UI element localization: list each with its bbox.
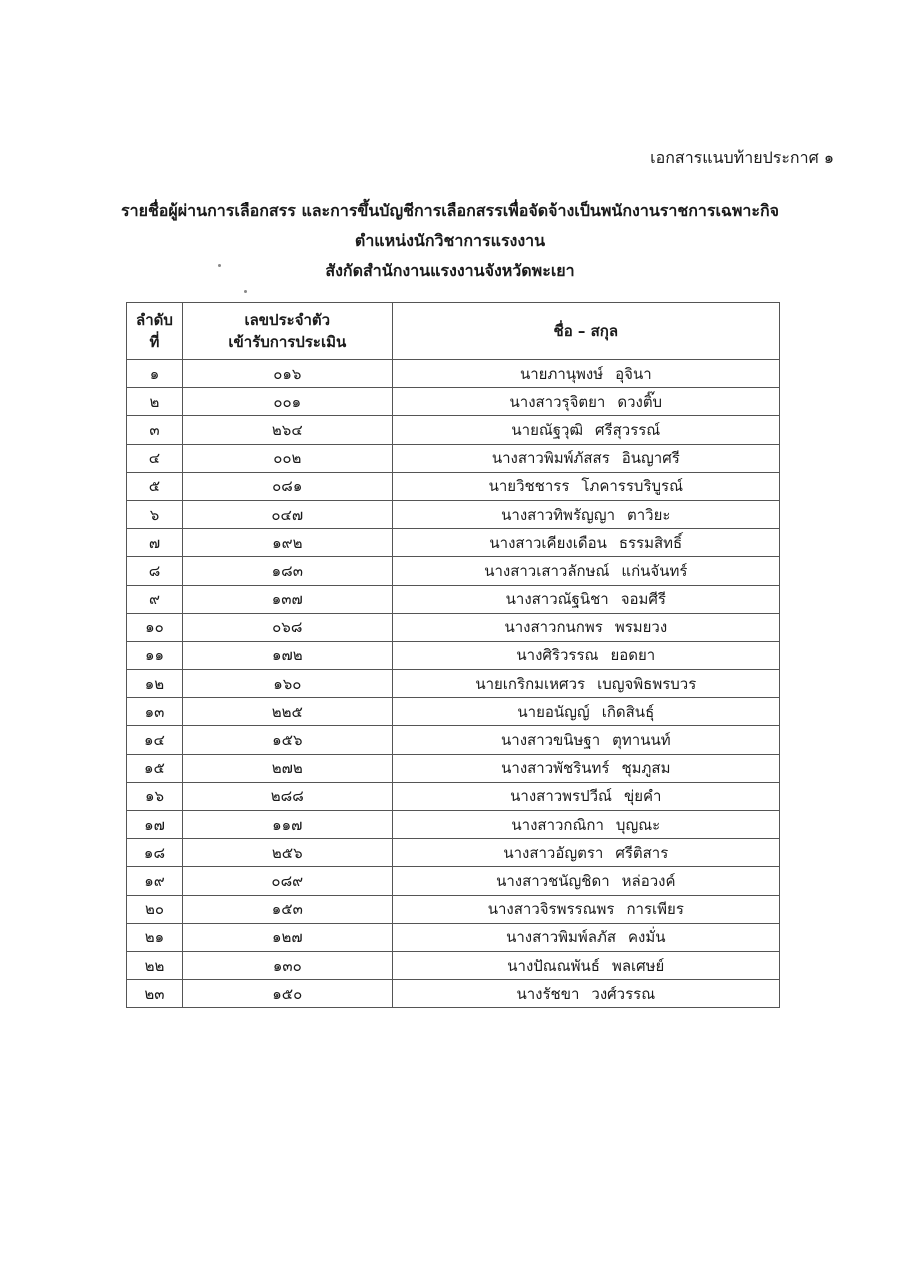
row-candidate-id: ๐๘๙ — [182, 867, 392, 895]
row-first-name: นางสาวพรปวีณ์ — [510, 787, 612, 806]
row-order: ๘ — [127, 557, 183, 585]
row-candidate-id: ๑๖๐ — [182, 670, 392, 698]
row-order: ๑๙ — [127, 867, 183, 895]
row-last-name: คงมั่น — [628, 928, 666, 947]
row-full-name — [392, 529, 779, 557]
row-order: ๑๓ — [127, 698, 183, 726]
row-candidate-id: ๐๐๑ — [182, 388, 392, 416]
row-full-name — [392, 895, 779, 923]
table-row — [127, 895, 780, 923]
row-full-name — [392, 923, 779, 951]
row-full-name — [392, 613, 779, 641]
table-row — [127, 726, 780, 754]
row-full-name — [392, 641, 779, 669]
table-row — [127, 923, 780, 951]
heading-line-1: รายชื่อผู้ผ่านการเลือกสรร และการขึ้นบัญชีการเลือกสรรเพื่อจัดจ้างเป็นพนักงานราชการเฉพาะกิจ — [120, 201, 780, 220]
row-full-name — [392, 726, 779, 754]
row-full-name — [392, 416, 779, 444]
row-first-name: นางสาวพัชรินทร์ — [501, 759, 610, 778]
row-last-name: บุญณะ — [615, 815, 661, 834]
row-last-name: แก่นจันทร์ — [621, 561, 688, 580]
row-full-name — [392, 951, 779, 979]
table-row — [127, 641, 780, 669]
row-order: ๑๖ — [127, 782, 183, 810]
row-first-name: นางสาวจิรพรรณพร — [487, 900, 615, 919]
table-row — [127, 980, 780, 1008]
header-id-line-1: เลขประจำตัว — [244, 311, 331, 329]
table-row — [127, 416, 780, 444]
table-row — [127, 529, 780, 557]
table-row — [127, 585, 780, 613]
row-last-name: ดวงติ๊บ — [617, 392, 663, 411]
table-row — [127, 754, 780, 782]
table-row — [127, 867, 780, 895]
row-order: ๓ — [127, 416, 183, 444]
row-first-name: นางสาวทิพรัญญา — [501, 505, 615, 524]
row-candidate-id: ๑๓๗ — [182, 585, 392, 613]
row-last-name: อินญาศรี — [621, 449, 680, 468]
row-order: ๑๕ — [127, 754, 183, 782]
row-full-name — [392, 811, 779, 839]
document-heading — [0, 196, 900, 286]
row-candidate-id: ๑๕๖ — [182, 726, 392, 754]
table-row — [127, 613, 780, 641]
table-row — [127, 500, 780, 528]
row-candidate-id: ๑๗๒ — [182, 641, 392, 669]
heading-line-3: สังกัดสำนักงานแรงงานจังหวัดพะเยา — [325, 261, 575, 280]
roster-body — [127, 360, 780, 1008]
row-last-name: ตาวิยะ — [627, 505, 671, 524]
row-full-name — [392, 360, 779, 388]
row-candidate-id: ๑๑๗ — [182, 811, 392, 839]
row-first-name: นายภานุพงษ์ — [520, 364, 604, 383]
row-first-name: นายวิชชารร — [488, 477, 570, 496]
row-full-name — [392, 698, 779, 726]
row-full-name — [392, 754, 779, 782]
row-order: ๙ — [127, 585, 183, 613]
table-row — [127, 670, 780, 698]
row-last-name: วงศ์วรรณ — [591, 984, 656, 1003]
row-last-name: ชุมภูสม — [621, 759, 671, 778]
table-row — [127, 698, 780, 726]
row-first-name: นางสาวชนัญชิดา — [496, 871, 610, 890]
row-first-name: นางสาวกณิกา — [511, 815, 604, 834]
row-order: ๑๗ — [127, 811, 183, 839]
row-order: ๑๘ — [127, 839, 183, 867]
row-full-name — [392, 500, 779, 528]
row-first-name: นายเกริกมเหศวร — [475, 674, 586, 693]
row-candidate-id: ๒๖๔ — [182, 416, 392, 444]
row-order: ๑๒ — [127, 670, 183, 698]
row-order: ๖ — [127, 500, 183, 528]
row-order: ๒ — [127, 388, 183, 416]
table-row — [127, 951, 780, 979]
row-last-name: พลเศษย์ — [611, 956, 665, 975]
row-full-name — [392, 472, 779, 500]
row-candidate-id: ๐๘๑ — [182, 472, 392, 500]
row-first-name: นางสาวขนิษฐา — [501, 731, 601, 750]
row-full-name — [392, 388, 779, 416]
row-candidate-id: ๑๕๐ — [182, 980, 392, 1008]
row-last-name: จอมศีรี — [620, 590, 666, 609]
row-candidate-id: ๒๒๕ — [182, 698, 392, 726]
row-first-name: นางสาวอัญตรา — [503, 843, 604, 862]
row-full-name — [392, 444, 779, 472]
row-order: ๗ — [127, 529, 183, 557]
row-last-name: เบญจพิธพรบวร — [597, 674, 697, 693]
row-first-name: นางสาวเสาวลักษณ์ — [484, 561, 610, 580]
table-row — [127, 557, 780, 585]
row-last-name: การเพียร — [626, 900, 684, 919]
row-last-name: อุจินา — [615, 364, 652, 383]
row-first-name: นางสาวเคียงเดือน — [489, 533, 607, 552]
table-row — [127, 360, 780, 388]
row-first-name: นายณัฐวุฒิ — [511, 420, 584, 439]
row-last-name: ยอดยา — [610, 646, 656, 665]
row-last-name: โภคารรบริบูรณ์ — [581, 477, 683, 496]
row-last-name: ขุ่ยคำ — [623, 787, 662, 806]
row-candidate-id: ๒๗๒ — [182, 754, 392, 782]
scan-speck — [218, 264, 221, 267]
header-id-line-2: เข้ารับการประเมิน — [228, 333, 347, 351]
row-order: ๒๒ — [127, 951, 183, 979]
heading-line-2: ตำแหน่งนักวิชาการแรงงาน — [354, 231, 546, 250]
row-last-name: ตุทานนท์ — [612, 731, 671, 750]
row-order: ๑ — [127, 360, 183, 388]
row-order: ๔ — [127, 444, 183, 472]
row-order: ๑๑ — [127, 641, 183, 669]
row-last-name: พรมยวง — [614, 618, 668, 637]
row-first-name: นางปัณณพันธ์ — [507, 956, 600, 975]
row-order: ๑๔ — [127, 726, 183, 754]
table-row — [127, 472, 780, 500]
row-last-name: ศรีติสาร — [615, 843, 669, 862]
row-order: ๕ — [127, 472, 183, 500]
row-order: ๒๓ — [127, 980, 183, 1008]
header-full-name: ชื่อ – สกุล — [392, 303, 779, 360]
attachment-label: เอกสารแนบท้ายประกาศ ๑ — [650, 148, 834, 167]
row-order: ๒๑ — [127, 923, 183, 951]
row-last-name: เกิดสินธุ์ — [601, 702, 655, 721]
table-row — [127, 811, 780, 839]
row-candidate-id: ๑๓๐ — [182, 951, 392, 979]
row-last-name: ธรรมสิทธิ์ — [618, 533, 683, 552]
row-first-name: นางสาวพิมพ์ลภัส — [506, 928, 617, 947]
row-last-name: หล่อวงค์ — [621, 871, 676, 890]
row-candidate-id: ๒๘๘ — [182, 782, 392, 810]
row-full-name — [392, 839, 779, 867]
row-candidate-id: ๒๕๖ — [182, 839, 392, 867]
table-header-row — [127, 303, 780, 360]
table-row — [127, 444, 780, 472]
table-row — [127, 839, 780, 867]
row-full-name — [392, 980, 779, 1008]
roster-table — [126, 302, 780, 1008]
row-last-name: ศรีสุวรรณ์ — [595, 420, 661, 439]
row-candidate-id: ๑๒๗ — [182, 923, 392, 951]
header-order-line-2: ที่ — [149, 333, 160, 351]
row-candidate-id: ๐๐๒ — [182, 444, 392, 472]
row-full-name — [392, 782, 779, 810]
row-first-name: นางสาวรุจิตยา — [509, 392, 606, 411]
row-order: ๒๐ — [127, 895, 183, 923]
row-candidate-id: ๑๘๓ — [182, 557, 392, 585]
row-order: ๑๐ — [127, 613, 183, 641]
table-row — [127, 388, 780, 416]
row-first-name: นางรัชขา — [516, 984, 580, 1003]
scan-speck — [244, 290, 247, 293]
table-row — [127, 782, 780, 810]
row-candidate-id: ๐๖๘ — [182, 613, 392, 641]
row-candidate-id: ๑๕๓ — [182, 895, 392, 923]
row-full-name — [392, 585, 779, 613]
row-candidate-id: ๐๑๖ — [182, 360, 392, 388]
row-candidate-id: ๑๙๒ — [182, 529, 392, 557]
row-first-name: นางสาวพิมพ์ภัสสร — [491, 449, 610, 468]
header-candidate-id — [182, 303, 392, 360]
header-order-line-1: ลำดับ — [136, 311, 173, 329]
row-full-name — [392, 557, 779, 585]
row-full-name — [392, 867, 779, 895]
row-first-name: นางสาวณัฐนิชา — [505, 590, 609, 609]
row-first-name: นายอนัญญ์ — [517, 702, 590, 721]
row-full-name — [392, 670, 779, 698]
header-order — [127, 303, 183, 360]
row-candidate-id: ๐๔๗ — [182, 500, 392, 528]
row-first-name: นางสาวกนกพร — [504, 618, 603, 637]
row-first-name: นางศิริวรรณ — [516, 646, 599, 665]
